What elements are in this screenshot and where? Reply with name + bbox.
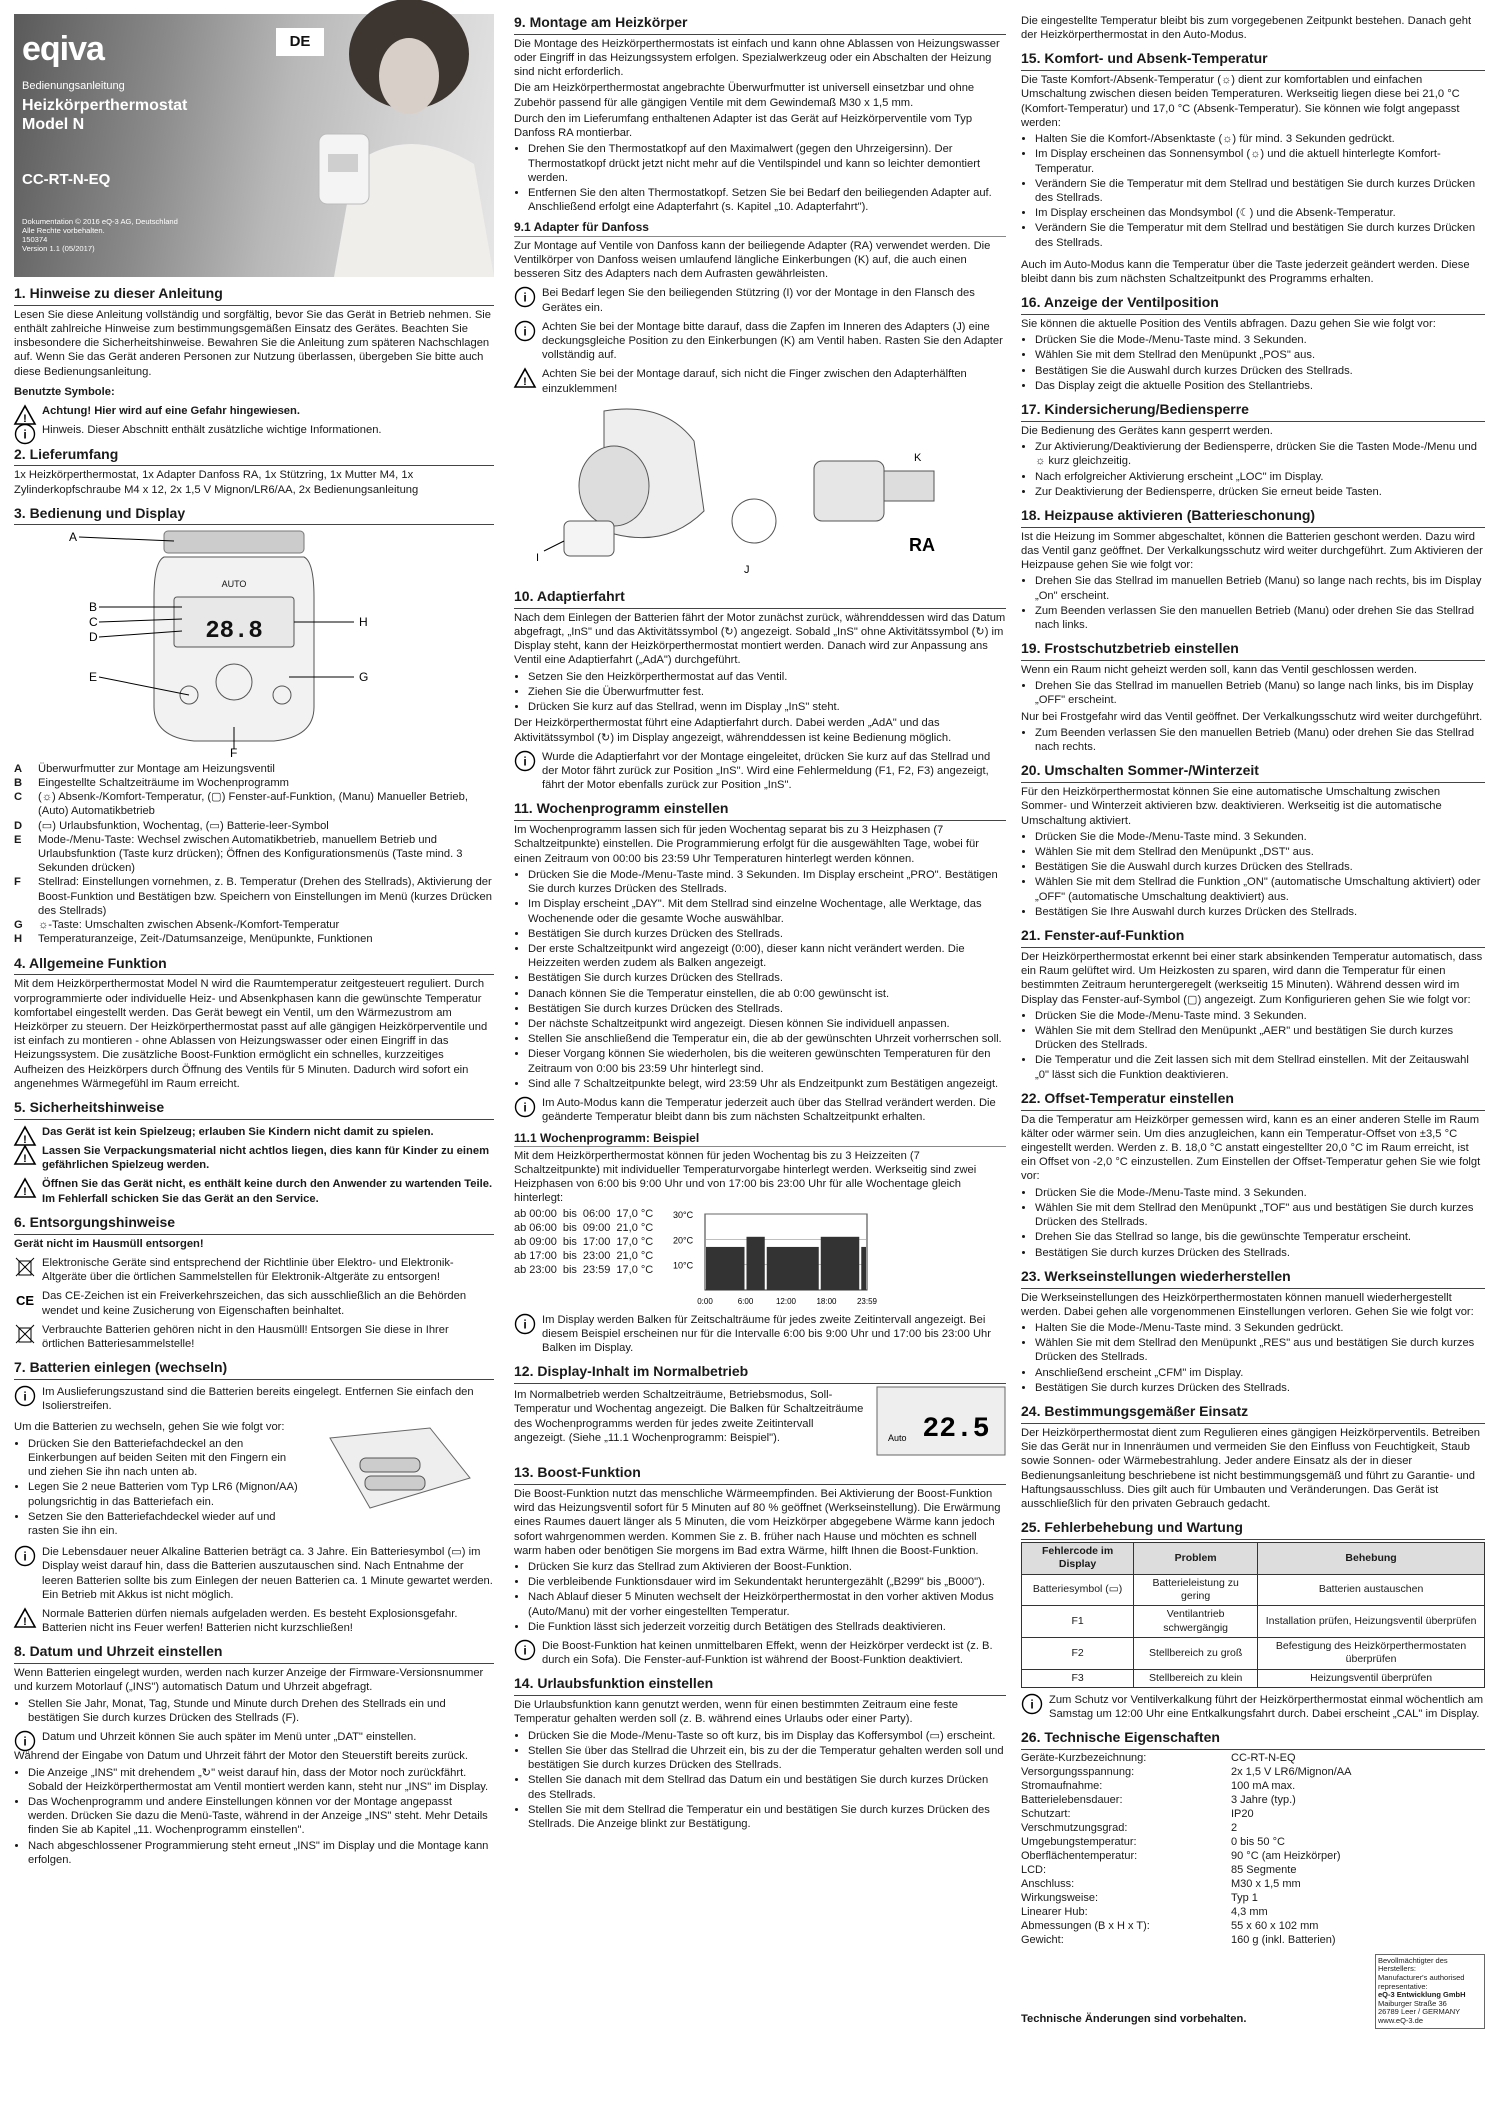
product-title: Heizkörperthermostat Model N (22, 97, 188, 134)
section-19-list-2: • Zum Beenden verlassen Sie den manuellen Betrieb (Manu) oder drehen Sie das Stellrad nach rechts. (1035, 726, 1485, 754)
table-row: F2 Stellbereich zu groß Befestigung des Heizkörperthermostaten überprüfen (1022, 1637, 1485, 1669)
info-icon (14, 423, 36, 445)
section-13-list: • Drücken Sie kurz das Stellrad zum Aktivieren der Boost-Funktion. • Die verbleibende Funktionsdauer wird im Sekundentakt heruntergezählt („B299" bis „B000"). • Nach Ablauf dieser 5 Minuten wechselt der Heizkörperthermostat in den vorher aktiven Modus (Auto/Manu) mit der vorher eingestellten Temperatur. • Die Funktion lässt sich jederzeit vorzeitig durch Betätigen des Stellrads deaktivieren. (528, 1560, 1006, 1634)
svg-text:i: i (23, 1734, 27, 1749)
bar (747, 1236, 765, 1289)
brand-logo: eqiva (22, 30, 104, 68)
section-18-heading: 18. Heizpause aktivieren (Batterieschonung) (1021, 507, 1485, 528)
info-icon (514, 1096, 536, 1118)
doc-info: Dokumentation © 2016 eQ-3 AG, Deutschland Alle Rechte vorbehalten. 150374 Version 1.1 (05/2017) (22, 217, 178, 254)
section-20-list: • Drücken Sie die Mode-/Menu-Taste mind. 3 Sekunden. • Wählen Sie mit dem Stellrad den Menüpunkt „DST" aus. • Bestätigen Sie die Auswahl durch kurzes Drücken des Stellrads. • Wählen Sie mit dem Stellrad die Funktion „ON" (automatische Umschaltung aktiviert) oder „OFF" (automatische Umschaltung deaktiviert) aus. • Bestätigen Sie Ihre Auswahl durch kurzes Drücken des Stellrads. (1035, 830, 1485, 919)
section-23-list: • Halten Sie die Mode-/Menu-Taste mind. 3 Sekunden gedrückt. • Wählen Sie mit dem Stellrad den Menüpunkt „RES" aus und bestätigen Sie durch kurzes Drücken des Stellrads. • Anschließend erscheint „CFM" im Display. • Bestätigen Sie durch kurzes Drücken des Stellrads. (1035, 1321, 1485, 1395)
section-15-text: Die Taste Komfort-/Absenk-Temperatur (☼) dient zur komfortablen und einfachen Umschaltung zwischen diesen beiden Temperaturen. Werkseitig liegen diese bei 21,0 °C (Komfort-Temperatur) und 17,0 °C (Absenk-Temperatur). Sie können wie folgt angepasst werden: (1021, 74, 1460, 129)
x-tick-label: 23:59 (857, 1296, 878, 1306)
battery-steps: Um die Batterien zu wechseln, gehen Sie wie folgt vor: • Drücken Sie den Batteriefachdeckel an den Einkerbungen auf beiden Seiten mit den Fingern ein und ziehen Sie ihn nach unten ab. • Legen Sie 2 neue Batterien vom Typ LR6 (Mignon/AA) polungsrichtig in das Batteriefach ein. • Setzen Sie den Batteriefachdeckel wieder auf und rasten Sie ihn ein. (14, 1418, 494, 1540)
table-row: ab 23:00 bis 23:59 17,0 °C (514, 1263, 654, 1276)
section-17-heading: 17. Kindersicherung/Bediensperre (1021, 401, 1485, 422)
section-17-text: Die Bedienung des Gerätes kann gesperrt werden. (1021, 424, 1273, 437)
svg-text:i: i (523, 324, 527, 339)
section-8-text-2: Während der Eingabe von Datum und Uhrzeit fährt der Motor den Steuerstift bereits zurück. (14, 1750, 468, 1763)
table-row: Oberflächentemperatur: 90 °C (am Heizkörper) (1021, 1849, 1341, 1862)
section-8-heading: 8. Datum und Uhrzeit einstellen (14, 1643, 494, 1664)
section-3-heading: 3. Bedienung und Display (14, 505, 494, 526)
section-9-list: • Drehen Sie den Thermostatkopf auf den Maximalwert (gegen den Uhrzeigersinn). Der Thermostatkopf drückt jetzt nicht mehr auf die Ventilspindel und kann so leichter demontiert werden. • Entfernen Sie den alten Thermostatkopf. Setzen Sie bei Bedarf den beiliegenden Adapter auf. Anschließend erfolgt eine Adapterfahrt (s. Kapitel „10. Adapterfahrt"). (528, 142, 1006, 214)
info-icon (14, 1730, 36, 1752)
section-21-list: • Drücken Sie die Mode-/Menu-Taste mind. 3 Sekunden. • Wählen Sie mit dem Stellrad den Menüpunkt „AER" und bestätigen Sie durch kurzes Drücken des Stellrads. • Die Temperatur und die Zeit lassen sich mit dem Stellrad einstellen. Mit der Zeitauswahl „0" lässt sich die Funktion deaktivieren. (1035, 1009, 1485, 1082)
svg-text:i: i (523, 1100, 527, 1115)
section-14-list: • Drücken Sie die Mode-/Menu-Taste so oft kurz, bis im Display das Koffersymbol (▭) erscheint. • Stellen Sie über das Stellrad die Uhrzeit ein, bis zu der die Temperatur gehalten werden soll und bestätigen Sie durch kurzes Drücken des Stellrads. • Stellen Sie danach mit dem Stellrad das Datum ein und bestätigen Sie durch kurzes Drücken des Stellrads. • Stellen Sie mit dem Stellrad die Temperatur ein und bestätigen Sie durch kurzes Drücken des Stellrads. Die Anzeige blinkt zur Bestätigung. (528, 1729, 1006, 1832)
section-19-list-1: • Drehen Sie das Stellrad im manuellen Betrieb (Manu) so lange nach links, bis im Display „OFF" erscheint. (1035, 679, 1485, 707)
info-icon (514, 1313, 536, 1335)
battery-illustration (310, 1418, 480, 1518)
section-10-heading: 10. Adaptierfahrt (514, 588, 1006, 609)
disposal-subtitle: Gerät nicht im Hausmüll entsorgen! (14, 1237, 204, 1250)
table-row: Linearer Hub: 4,3 mm (1021, 1905, 1268, 1918)
table-row: Schutzart: IP20 (1021, 1807, 1254, 1820)
adapter-note-1: i Bei Bedarf legen Sie den beiliegenden Stützring (I) vor der Montage in den Flansch des Gerätes ein. (514, 286, 1006, 314)
schedule-chart (671, 1208, 878, 1308)
svg-text:i: i (523, 1317, 527, 1332)
auto-mode-note: i Im Auto-Modus kann die Temperatur jederzeit auch über das Stellrad verändert werden. Die geänderte Temperatur bleibt dann bis zum nächsten Schaltzeitpunkt erhalten. (514, 1096, 1006, 1124)
svg-text:i: i (23, 427, 27, 442)
x-tick-label: 0:00 (697, 1296, 714, 1306)
table-row: Geräte-Kurzbezeichnung: CC-RT-N-EQ (1021, 1752, 1296, 1765)
section-9-text-1: Die Montage des Heizkörperthermostats ist einfach und kann ohne Ablassen von Heizungswasser oder Eingriff in das Heizungssystem erfolgen. Spezialwerkzeug oder ein Abschalten der Heizung sind nicht erforderlich. (514, 37, 1000, 79)
info-icon (514, 750, 536, 772)
section-12-heading: 12. Display-Inhalt im Normalbetrieb (514, 1363, 1006, 1384)
tech-table (1021, 1752, 1355, 1948)
label-c: C (89, 615, 98, 630)
column-1 (14, 14, 494, 1869)
x-tick-label: 18:00 (816, 1296, 837, 1306)
section-9-text-3: Durch den im Lieferumfang enthaltenen Adapter ist das Gerät auf Heizkörperventile vom Typ Danfoss RA montierbar. (514, 112, 973, 140)
boost-note: i Die Boost-Funktion hat keinen unmittelbaren Effekt, wenn der Heizkörper verdeckt ist (z. B. durch ein Sofa). Die Fenster-auf-Funktion ist während der Boost-Funktion deaktiviert. (514, 1639, 1006, 1667)
section-7-heading: 7. Batterien einlegen (wechseln) (14, 1359, 494, 1380)
bar (821, 1236, 860, 1289)
label-j: J (744, 563, 750, 576)
crossed-bin-icon (14, 1256, 36, 1278)
info-icon (1021, 1693, 1043, 1715)
warning-icon (514, 367, 536, 389)
section-15-list: • Halten Sie die Komfort-/Absenktaste (☼) für mind. 3 Sekunden gedrückt. • Im Display erscheinen das Sonnensymbol (☼) und die aktuell hinterlegte Komfort-Temperatur. • Verändern Sie die Temperatur mit dem Stellrad und bestätigen Sie durch kurzes Drücken des Stellrads. • Im Display erscheinen das Mondsymbol (☾) und die Absenk-Temperatur. • Verändern Sie die Temperatur mit dem Stellrad und bestätigen Sie durch kurzes Drücken des Stellrads. (1035, 132, 1485, 250)
table-row: Gewicht: 160 g (inkl. Batterien) (1021, 1933, 1336, 1946)
safety-warning-3: ! Öffnen Sie das Gerät nicht, es enthält keine durch den Anwender zu wartenden Teile. Im Fehlerfall schicken Sie das Gerät an den Service. (14, 1177, 494, 1205)
section-15-heading: 15. Komfort- und Absenk-Temperatur (1021, 50, 1485, 71)
section-20-text: Für den Heizkörperthermostat können Sie eine automatische Umschaltung zwischen Sommer- und Winterzeit aktivieren bzw. deaktivieren. Werkseitig ist die automatische Umschaltung aktiviert. (1021, 786, 1442, 827)
decalc-note: i Zum Schutz vor Ventilverkalkung führt der Heizkörperthermostat einmal wöchentlich am Samstag um 12:00 Uhr eine Entkalkungsfahrt durch. Dabei erscheint „CAL" im Display. (1021, 1693, 1485, 1721)
section-23-heading: 23. Werkseinstellungen wiederherstellen (1021, 1268, 1485, 1289)
section-4-heading: 4. Allgemeine Funktion (14, 955, 494, 976)
warning-note: ! Achtung! Hier wird auf eine Gefahr hingewiesen. (14, 404, 494, 418)
column-2 (514, 14, 1006, 1833)
table-row: Wirkungsweise: Typ 1 (1021, 1891, 1258, 1904)
battery-note-1: i Im Auslieferungszustand sind die Batterien bereits eingelegt. Entfernen Sie einfach den Isolierstreifen. (14, 1385, 494, 1413)
table-header-row: Fehlercode im Display Problem Behebung (1022, 1542, 1485, 1574)
section-19-text-2: Nur bei Frostgefahr wird das Ventil geöffnet. Der Verkalkungsschutz wird weiter durchgeführt. (1021, 710, 1483, 723)
label-e: E (89, 670, 98, 685)
svg-text:CE: CE (15, 1293, 35, 1309)
section-11-1-heading: 11.1 Wochenprogramm: Beispiel (514, 1131, 1006, 1147)
holiday-continued-text: Die eingestellte Temperatur bleibt bis zum vorgegebenen Zeitpunkt bestehen. Danach geht der Heizkörperthermostat in den Auto-Modus. (1021, 15, 1472, 42)
section-12-text: Im Normalbetrieb werden Schaltzeiträume, Betriebsmodus, Soll-Temperatur und Wochentag angezeigt. Die Balken für Schaltzeiträume des Wochenprogramms werden für jedes zweite Zeitintervall angezeigt. (Siehe „11.1 Wochenprogramm: Beispiel"). (514, 1389, 864, 1444)
section-20-heading: 20. Umschalten Sommer-/Winterzeit (1021, 762, 1485, 783)
table-row: F1 Ventilantrieb schwergängig Installation prüfen, Heizungsventil überprüfen (1022, 1606, 1485, 1638)
section-8-list-2: • Die Anzeige „INS" mit drehendem „↻" weist darauf hin, dass der Motor noch zurückfährt. Sobald der Heizkörperthermostat am Ventil montiert werden kann, steht nur „INS" im Display. • Das Wochenprogramm und andere Einstellungen können vor der Montage angepasst werden. Drücken Sie dazu die Menü-Taste, während in der Anzeige „INS" steht. Mehr Details finden Sie ab Kapitel „11. Wochenprogramm einstellen". • Nach abgeschlossener Programmierung steht erneut „INS" im Display und die Montage kann erfolgen. (28, 1766, 494, 1868)
column-3 (1021, 14, 1485, 2029)
svg-text:i: i (23, 1389, 27, 1404)
table-row: Batteriesymbol (▭) Batterieleistung zu gering Batterien austauschen (1022, 1574, 1485, 1606)
section-9-text-2: Die am Heizkörperthermostat angebrachte Überwurfmutter ist universell einsetzbar und ohne Zubehör passend für alle gängigen Ventile mit dem Gewindemaß M30 x 1,5 mm. (514, 82, 975, 109)
section-21-text: Der Heizkörperthermostat erkennt bei einer stark absinkenden Temperatur automatisch, dass ein Raum gelüftet wird. Um Heizkosten zu sparen, wird dann die Temperatur für einen bestimmten Zeitraum heruntergeregelt (werkseitig 15 Minuten). Während dessen wird im Display das Fenster-auf-Symbol (▢) angezeigt. Zum Konfigurieren gehen Sie wie folgt vor: (1021, 950, 1483, 1006)
doc-type: Bedienungsanleitung (22, 80, 125, 92)
device-diagram (14, 527, 494, 761)
table-row: Stromaufnahme: 100 mA max. (1021, 1780, 1296, 1793)
cover-image (14, 14, 494, 277)
adapter-illustration (514, 401, 1006, 576)
schedule-table (514, 1208, 659, 1278)
section-4-text: Mit dem Heizkörperthermostat Model N wird die Raumtemperatur zeitgesteuert reguliert. Durch vorprogrammierte oder individuelle Heiz- und Absenkphasen kann die gewünschte Temperatur komfortabel eingestellt werden. Das Gerät bewegt ein Ventil, um den Wärmezustrom am Heizkörper zu steuern. Der Heizkörperthermostat passt auf alle gängigen Heizkörperventile und ist einfach zu montieren - ohne Ablassen von Heizungswasser oder einen Eingriff in das Heizungssystem. Die zusätzliche Boost-Funktion ermöglicht ein schnelles, kurzzeitiges Aufheizen des Heizkörpers durch Öffnung des Ventils für 5 Minuten. Dadurch wird sofort ein angenehmes Wärmegefühl im Raum erreicht. (14, 978, 488, 1090)
changes-note: Technische Änderungen sind vorbehalten. (1021, 2013, 1247, 2026)
section-8-text: Wenn Batterien eingelegt wurden, werden nach kurzer Anzeige der Firmware-Versionsnummer und kurzem Motorlauf („INS") automatisch Datum und Uhrzeit abgefragt. (14, 1667, 484, 1694)
weee-note: Elektronische Geräte sind entsprechend der Richtlinie über Elektro- und Elektronik-Altgeräte über die örtlichen Sammelstellen für Elektronik-Altgeräte zu entsorgen! (14, 1256, 494, 1284)
table-row: Verschmutzungsgrad: 2 (1021, 1821, 1238, 1834)
svg-text:!: ! (523, 376, 527, 389)
section-9-heading: 9. Montage am Heizkörper (514, 14, 1006, 35)
woman-photo-icon (314, 14, 494, 277)
adapter-note-2: i Achten Sie bei der Montage bitte darauf, dass die Zapfen im Inneren des Adapters (J) eine deckungsgleiche Position zu den Einkerbungen (K) am Ventil haben. Rasten Sie den Adapter vollständig auf. (514, 320, 1006, 363)
safety-warning-1: ! Das Gerät ist kein Spielzeug; erlauben Sie Kindern nicht damit zu spielen. (14, 1125, 494, 1139)
svg-text:Auto: Auto (888, 1433, 907, 1444)
section-22-heading: 22. Offset-Temperatur einstellen (1021, 1090, 1485, 1111)
symbols-label: Benutzte Symbole: (14, 385, 115, 398)
battery-warning: ! Normale Batterien dürfen niemals aufgeladen werden. Es besteht Explosionsgefahr. Batterien nicht ins Feuer werfen! Batterien nicht kurzschließen! (14, 1607, 494, 1635)
bar (861, 1247, 866, 1290)
section-24-heading: 24. Bestimmungsgemäßer Einsatz (1021, 1403, 1485, 1424)
footer (1021, 1954, 1485, 2029)
label-a: A (69, 530, 78, 545)
schedule-example (514, 1208, 1006, 1308)
table-row: Anschluss: M30 x 1,5 mm (1021, 1877, 1301, 1890)
svg-text:!: ! (23, 1153, 27, 1166)
svg-text:i: i (23, 1549, 27, 1564)
section-5-heading: 5. Sicherheitshinweise (14, 1099, 494, 1120)
section-17-list: • Zur Aktivierung/Deaktivierung der Bediensperre, drücken Sie die Tasten Mode-/Menu und ☼ kurz gleichzeitig. • Nach erfolgreicher Aktivierung erscheint „LOC" im Display. • Zur Deaktivierung der Bediensperre, drücken Sie erneut beide Tasten. (1035, 440, 1485, 499)
label-b: B (89, 600, 98, 615)
svg-text:i: i (523, 290, 527, 305)
svg-text:!: ! (23, 1133, 27, 1146)
adapt-note: i Wurde die Adaptierfahrt vor der Montage eingeleitet, drücken Sie kurz auf das Stellrad und der Motor fährt zurück zur Position „InS". Wird eine Fehlermeldung (F1, F2, F3) angezeigt, fährt der Motor ebenfalls zurück zur Position „InS". (514, 750, 1006, 793)
table-row: Batterielebensdauer: 3 Jahre (typ.) (1021, 1793, 1296, 1806)
section-16-heading: 16. Anzeige der Ventilposition (1021, 294, 1485, 315)
section-14-heading: 14. Urlaubsfunktion einstellen (514, 1675, 1006, 1696)
bar (767, 1247, 819, 1290)
info-note: i Hinweis. Dieser Abschnitt enthält zusätzliche wichtige Informationen. (14, 423, 494, 437)
label-g: G (359, 670, 369, 685)
warning-icon (14, 1607, 36, 1629)
table-row: Versorgungsspannung: 2x 1,5 V LR6/Mignon/AA (1021, 1766, 1352, 1779)
table-row: ab 06:00 bis 09:00 21,0 °C (514, 1221, 654, 1234)
section-10-text-2: Der Heizkörperthermostat führt eine Adaptierfahrt durch. Dabei werden „AdA" und das Aktivitätssymbol (↻) im Display angezeigt, währenddessen ist keine Bedienung möglich. (514, 717, 952, 744)
section-6-heading: 6. Entsorgungshinweise (14, 1214, 494, 1235)
normal-display (514, 1386, 1006, 1456)
section-8-list-1: • Stellen Sie Jahr, Monat, Tag, Stunde und Minute durch Drehen des Stellrads ein und bestätigen Sie durch kurzes Drücken des Stellrads (F). (28, 1697, 494, 1725)
section-22-text: Da die Temperatur am Heizkörper gemessen wird, kann es an einer anderen Stelle im Raum kälter oder wärmer sein. Um dies anzugleichen, kann ein Temperatur-Offset von ±3,5 °C eingestellt werden. Werden z. B. 18,0 °C anstatt eingestellter 20,0 °C im Raum erreicht, ist ein Offset von -2,0 °C einzustellen. Zum Einstellen der Offset-Temperatur gehen Sie wie folgt vor: (1021, 1113, 1481, 1183)
section-11-list: • Drücken Sie die Mode-/Menu-Taste mind. 3 Sekunden. Im Display erscheint „PRO". Bestätigen Sie durch kurzes Drücken des Stellrads. • Im Display erscheint „DAY". Mit dem Stellrad sind einzelne Wochentage, alle Werktage, das Wochenende oder die gesamte Woche auswählbar. • Bestätigen Sie durch kurzes Drücken des Stellrads. • Der erste Schaltzeitpunkt wird angezeigt (0:00), dieser kann nicht verändert werden. Die Heizzeiten werden zudem als Balken angezeigt. • Bestätigen Sie durch kurzes Drücken des Stellrads. • Danach können Sie die Temperatur einstellen, die ab 0:00 gewünscht ist. • Bestätigen Sie durch kurzes Drücken des Stellrads. • Der nächste Schaltzeitpunkt wird angezeigt. Diesen können Sie individuell anpassen. • Stellen Sie anschließend die Temperatur ein, die ab der gewünschten Uhrzeit vorherrschen soll. • Dieser Vorgang können Sie wiederholen, bis die weiteren gewünschten Temperaturen für den Zeitraum von 0:00 bis 23:59 Uhr hinterlegt sind. • Sind alle 7 Schaltzeitpunkte belegt, wird 23:59 Uhr als Endzeitpunkt zum Bestätigen angezeigt. (528, 868, 1006, 1091)
section-2-heading: 2. Lieferumfang (14, 446, 494, 467)
svg-text:i: i (1030, 1697, 1034, 1712)
svg-text:22.5: 22.5 (922, 1414, 990, 1446)
section-1-text: Lesen Sie diese Anleitung vollständig und sorgfältig, bevor Sie das Gerät in Betrieb nehmen. Sie enthält zahlreiche Hinweise zum bestimmungsgemäßen Einsatz des Gerätes. Beachten Sie insbesondere die Sicherheitshinweise. Bewahren Sie die Anleitung zum späteren Nachschlagen auf. Wenn Sie das Gerät anderen Personen zur Nutzung überlassen, übergeben Sie bitte auch diese Bedienungsanleitung. (14, 308, 492, 378)
legend-list: A Überwurfmutter zur Montage am Heizungsventil B Eingestellte Schaltzeiträume im Wochenprogramm C (☼) Absenk-/Komfort-Temperatur, (▢) Fenster-auf-Funktion, (Manu) Manueller Betrieb, (Auto) Automatikbetrieb D (▭) Urlaubsfunktion, Wochentag, (▭) Batterie-leer-Symbol E Mode-/Menu-Taste: Wechsel zwischen Automatikbetrieb, manuellem Betrieb und Urlaubsfunktion (Taste kurz drücken); Öffnen des Konfigurationsmenüs (Taste mind. 3 Sekunden drücken) F Stellrad: Einstellungen vornehmen, z. B. Temperatur (Drehen des Stellrads), Aktivierung der Boost-Funktion und Bestätigen bzw. Speichern von Einstellungen im Menü (kurzes Drücken des Stellrads) G ☼-Taste: Umschalten zwischen Absenk-/Komfort-Temperatur H Temperaturanzeige, Zeit-/Datumsanzeige, Menüpunkte, Funktionen (14, 762, 492, 946)
label-h: H (359, 615, 368, 630)
display-top-text: AUTO (221, 579, 247, 590)
section-13-text: Die Boost-Funktion nutzt das menschliche Wärmeempfinden. Bei Aktivierung der Boost-Funktion wird das Heizungsventil sofort für 5 Minuten auf 80 % geöffnet (Werkseinstellung). Die Erwärmung eines Raumes dauert länger als 5 Minuten, die vom Heizkörper abgegebene Wärme kann jedoch sofort wahrgenommen werden. Kommen Sie z. B. früher nach Hause und möchten es schnell warm haben oder benötigen Sie morgens im Bad extra Wärme, hilft Ihnen die Boost-Funktion. (514, 1487, 1001, 1557)
section-11-text: Im Wochenprogramm lassen sich für jeden Wochentag separat bis zu 3 Heizphasen (7 Schaltzeitpunkte) einstellen. Die Programmierung erfolgt für die ausgewählten Tage, wobei für einen Zeitraum von 00:00 bis 23:59 Uhr Temperaturen hinterlegt werden können. (514, 824, 979, 865)
section-2-text: 1x Heizkörperthermostat, 1x Adapter Danfoss RA, 1x Stützring, 1x Mutter M4, 1x Zylinderkopfschraube M4 x 12, 2x 1,5 V Mignon/LR6/AA, 2x Bedienungsanleitung (14, 469, 419, 496)
y-tick-label: 30°C (673, 1209, 694, 1220)
display-big-text: 28.8 (205, 618, 263, 646)
info-icon (14, 1385, 36, 1407)
section-15-text-2: Auch im Auto-Modus kann die Temperatur über die Taste jederzeit geändert werden. Diese bleibt dann bis zum nächsten Schaltzeitpunkt des Programms erhalten. (1021, 258, 1470, 286)
model-number: CC-RT-N-EQ (22, 171, 111, 188)
section-18-text: Ist die Heizung im Sommer abgeschaltet, können die Batterien geschont werden. Dazu wird das Ventil ganz geöffnet. Der Verkalkungsschutz wird weiter durchgeführt. Zum Aktivieren der Heizpause gehen Sie wie folgt vor: (1021, 530, 1483, 572)
lcd-illustration (876, 1386, 1006, 1456)
table-row: F3 Stellbereich zu klein Heizungsventil überprüfen (1022, 1669, 1485, 1687)
warning-icon (14, 1144, 36, 1166)
ce-note: CE Das CE-Zeichen ist ein Freiverkehrszeichen, das sich ausschließlich an die Behörden wendet und keine Zusicherung von Eigenschaften beinhaltet. (15, 1290, 467, 1317)
y-tick-label: 10°C (673, 1260, 694, 1271)
section-11-1-text: Mit dem Heizkörperthermostat können für jeden Wochentag bis zu 3 Heizzeiten (7 Schaltzeitpunkte) mit individueller Temperaturvorgabe hinterlegt werden. Werkseitig sind zwei Heizphasen von 6:00 bis 9:00 Uhr und von 17:00 bis 23:00 Uhr für alle Wochentage gleich hinterlegt: (514, 1149, 977, 1205)
section-22-list: • Drücken Sie die Mode-/Menu-Taste mind. 3 Sekunden. • Wählen Sie mit dem Stellrad den Menüpunkt „TOF" aus und bestätigen Sie durch kurzes Drücken des Stellrads. • Drehen Sie das Stellrad so lange, bis die gewünschte Temperatur erscheint. • Bestätigen Sie durch kurzes Drücken des Stellrads. (1035, 1186, 1485, 1260)
table-row: ab 09:00 bis 17:00 17,0 °C (514, 1235, 654, 1248)
adapter-warning: ! Achten Sie bei der Montage darauf, sich nicht die Finger zwischen den Adapterhälften einzuklemmen! (514, 367, 1006, 395)
label-ra: RA (909, 534, 935, 555)
table-row: Umgebungstemperatur: 0 bis 50 °C (1021, 1835, 1285, 1848)
bars-note: i Im Display werden Balken für Zeitschalträume für jedes zweite Zeitintervall angezeigt. Bei diesem Beispiel erscheinen nur für die Intervalle 6:00 bis 9:00 Uhr und 17:00 bis 23:00 Uhr Balken im Display. (514, 1313, 1006, 1356)
bar (706, 1247, 745, 1290)
info-icon (514, 286, 536, 308)
section-19-heading: 19. Frostschutzbetrieb einstellen (1021, 640, 1485, 661)
manufacturer-box: Bevollmächtigter des Herstellers: Manufacturer's authorised representative: eQ-3 Entwicklung GmbH Maiburger Straße 36 26789 Leer / GERMANY www.eQ-3.de (1375, 1954, 1485, 2029)
info-icon (514, 320, 536, 342)
section-21-heading: 21. Fenster-auf-Funktion (1021, 927, 1485, 948)
battery-note-2: i Die Lebensdauer neuer Alkaline Batterien beträgt ca. 3 Jahre. Ein Batteriesymbol (▭) im Display weist darauf hin, dass die Batterien auszutauschen sind. Nach Entnahme der leeren Batterien sollte bis zum Einlegen der neuen Batterien ca. 1 Minute gewartet werden. Ein Betrieb mit Akkus ist nicht möglich. (14, 1545, 494, 1602)
section-9-1-heading: 9.1 Adapter für Danfoss (514, 220, 1006, 236)
warning-icon (14, 1177, 36, 1199)
section-24-text: Der Heizkörperthermostat dient zum Regulieren eines gängigen Heizkörperventils. Betreiben Sie das Gerät nur in Innenräumen und vermeiden Sie den Einfluss von Feuchtigkeit, Staub sowie Sonnen- oder Wärmebestrahlung. Jeder andere Einsatz als der in dieser Bedienungsanleitung beschriebene ist nicht bestimmungsgemäß und führt zu Garantie- und Haftungsausschluss. Dies gilt auch für Umbauten und Veränderungen. Das Gerät ist ausschließlich für den privaten Gebrauch gedacht. (1021, 1426, 1480, 1510)
label-k: K (914, 451, 922, 464)
section-14-text: Die Urlaubsfunktion kann genutzt werden, wenn für einen bestimmten Zeitraum eine feste Temperatur gehalten werden soll (z. B. während eines Urlaubs oder einer Party). (514, 1699, 959, 1726)
section-10-text: Nach dem Einlegen der Batterien fährt der Motor zunächst zurück, währenddessen wird das Datum abgefragt, „InS" und das Aktivitätssymbol (↻) angezeigt. Sobald „InS" ohne Aktivitätssymbol (↻) im Display steht, kann der Heizkörperthermostat montiert werden. Danach wird zur Anpassung ans Ventil eine Adaptierfahrt („AdA") durchgeführt. (514, 611, 1006, 667)
svg-text:!: ! (23, 1616, 27, 1629)
section-25-heading: 25. Fehlerbehebung und Wartung (1021, 1519, 1485, 1540)
section-1-heading: 1. Hinweise zu dieser Anleitung (14, 285, 494, 306)
section-10-list: • Setzen Sie den Heizkörperthermostat auf das Ventil. • Ziehen Sie die Überwurfmutter fest. • Drücken Sie kurz auf das Stellrad, wenn im Display „InS" steht. (528, 670, 1006, 715)
section-16-text: Sie können die aktuelle Position des Ventils abfragen. Dazu gehen Sie wie folgt vor: (1021, 318, 1436, 331)
x-tick-label: 6:00 (737, 1296, 754, 1306)
section-13-heading: 13. Boost-Funktion (514, 1464, 1006, 1485)
section-23-text: Die Werkseinstellungen des Heizkörperthermostaten können manuell wiederhergestellt werden. Dabei gehen alle vorgenommenen Einstellungen verloren. Gehen Sie wie folgt vor: (1021, 1291, 1474, 1318)
safety-warning-2: ! Lassen Sie Verpackungsmaterial nicht achtlos liegen, dies kann für Kinder zu einem gefährlichen Spielzeug werden. (14, 1144, 494, 1172)
label-d: D (89, 630, 98, 645)
svg-text:!: ! (23, 1186, 27, 1199)
section-9-1-text: Zur Montage auf Ventile von Danfoss kann der beiliegende Adapter (RA) verwendet werden. Die Ventilkörper von Danfoss weisen umlaufend längliche Einkerbungen (K) auf, die auch einen besseren Sitz des Adapters nach dem Aufrasten gewährleisten. (514, 239, 991, 281)
svg-text:i: i (523, 1643, 527, 1658)
section-16-list: • Drücken Sie die Mode-/Menu-Taste mind. 3 Sekunden. • Wählen Sie mit dem Stellrad den Menüpunkt „POS" aus. • Bestätigen Sie die Auswahl durch kurzes Drücken des Stellrads. • Das Display zeigt die aktuelle Position des Stellantriebs. (1035, 333, 1485, 393)
table-row: Abmessungen (B x H x T): 55 x 60 x 102 mm (1021, 1919, 1319, 1932)
ce-mark-icon (14, 1289, 36, 1311)
svg-text:!: ! (23, 413, 27, 426)
table-row: LCD: 85 Segmente (1021, 1863, 1297, 1876)
y-tick-label: 20°C (673, 1235, 694, 1246)
info-icon (14, 1545, 36, 1567)
section-19-text: Wenn ein Raum nicht geheizt werden soll, kann das Ventil geschlossen werden. (1021, 664, 1417, 677)
error-table (1021, 1542, 1485, 1688)
svg-text:i: i (523, 754, 527, 769)
section-26-heading: 26. Technische Eigenschaften (1021, 1729, 1485, 1750)
crossed-bin-icon (14, 1323, 36, 1345)
x-tick-label: 12:00 (776, 1296, 797, 1306)
table-row: ab 00:00 bis 06:00 17,0 °C (514, 1207, 654, 1220)
label-i: I (536, 551, 540, 564)
date-note: i Datum und Uhrzeit können Sie auch später im Menü unter „DAT" einstellen. (14, 1730, 494, 1744)
table-row: ab 17:00 bis 23:00 21,0 °C (514, 1249, 654, 1262)
label-f: F (230, 746, 238, 761)
language-badge: DE (276, 28, 324, 56)
battery-disposal-note: Verbrauchte Batterien gehören nicht in den Hausmüll! Entsorgen Sie diese in Ihrer örtlichen Batteriesammelstelle! (14, 1323, 494, 1351)
section-11-heading: 11. Wochenprogramm einstellen (514, 800, 1006, 821)
section-18-list: • Drehen Sie das Stellrad im manuellen Betrieb (Manu) so lange nach rechts, bis im Display „On" erscheint. • Zum Beenden verlassen Sie den manuellen Betrieb (Manu) oder drehen Sie das Stellrad nach links. (1035, 574, 1485, 632)
info-icon (514, 1639, 536, 1661)
